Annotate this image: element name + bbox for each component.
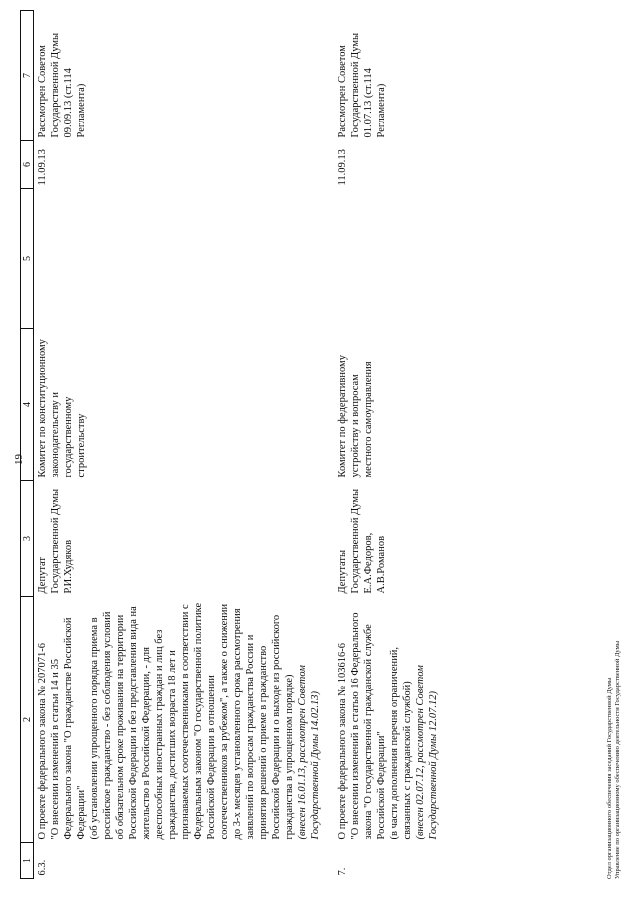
header-col-4: 4 <box>21 329 34 481</box>
project-text: "О внесении изменений в статьи 14 и 35 Федерального закона "О гражданстве Российской Федерации" <box>50 617 87 840</box>
date: 11.09.13 <box>37 149 48 186</box>
agenda-table <box>20 10 452 879</box>
committee: Комитет по конституционному законодательству и государственному строительству <box>37 339 87 478</box>
footer <box>606 641 622 879</box>
project-text: "О внесении изменений в статью 16 Федерального закона "О государственной гражданской службе Российской Федерации" <box>350 612 387 840</box>
footer-line-1: Отдел организационного обеспечения заседаний Государственной Думы <box>606 677 613 879</box>
table-row <box>334 11 452 879</box>
project-submission-note: (внесен 02.07.12, рассмотрен Советом Государственной Думы 12.07.12) <box>415 665 439 840</box>
table-body <box>34 11 453 879</box>
project-text: (об установлении упрощенного порядка приема в российское гражданство - без соблюдения условий об обязательном сроке проживания на территории Российской Федерации и без представления вида на жительство в Российской Федерации, - для дееспособных иностранных граждан и лиц без гражданства, достигших возраста 18 лет и признаваемых соотечественниками в соответствии с Федеральным законом "О государственной политике Российской Федерации в отношении соотечественников за рубежом", а также о снижении до 3-х месяцев установленного срока рассмотрения заявлений по вопросам гражданства России и принятия решений о приеме в гражданство Российской Федерации и о выходе из российского гражданства в упрощенном порядке) <box>89 602 295 840</box>
table-row <box>34 11 335 879</box>
header-col-1: 1 <box>21 843 34 879</box>
page-number: 19 <box>13 454 25 465</box>
header-row <box>21 11 34 879</box>
project-description <box>34 597 335 843</box>
project-submission-note: (внесен 16.01.13, рассмотрен Советом Государственной Думы 14.02.13) <box>297 665 321 840</box>
status: Рассмотрен Советом Государственной Думы 01.07.13 (ст.114 Регламента) <box>337 32 387 138</box>
date: 11.09.13 <box>337 149 348 186</box>
header-col-7: 7 <box>21 11 34 141</box>
project-text: О проекте федерального закона № 207071-6 <box>37 642 48 840</box>
author: Депутаты Государственной Думы Е.А.Федоров, А.В.Романов <box>337 488 387 594</box>
project-text: О проекте федерального закона № 103616-6 <box>337 642 348 840</box>
status: Рассмотрен Советом Государственной Думы 09.09.13 (ст.114 Регламента) <box>37 32 87 138</box>
footer-line-2: Управление по организационному обеспечению деятельности Государственной Думы <box>614 640 621 879</box>
col5-empty <box>334 189 452 329</box>
header-col-5: 5 <box>21 189 34 329</box>
col5-empty <box>34 189 335 329</box>
item-number: 7. <box>337 867 348 876</box>
header-col-6: 6 <box>21 141 34 189</box>
project-description <box>334 597 452 843</box>
committee: Комитет по федеративному устройству и вопросам местного самоуправления <box>337 355 374 478</box>
header-col-2: 2 <box>21 597 34 843</box>
author: Депутат Государственной Думы Р.И.Худяков <box>37 488 74 594</box>
item-number: 6.3. <box>37 859 48 876</box>
header-col-3: 3 <box>21 481 34 597</box>
project-text: (в части дополнения перечня ограничений, связанных с гражданской службой) <box>389 647 413 840</box>
